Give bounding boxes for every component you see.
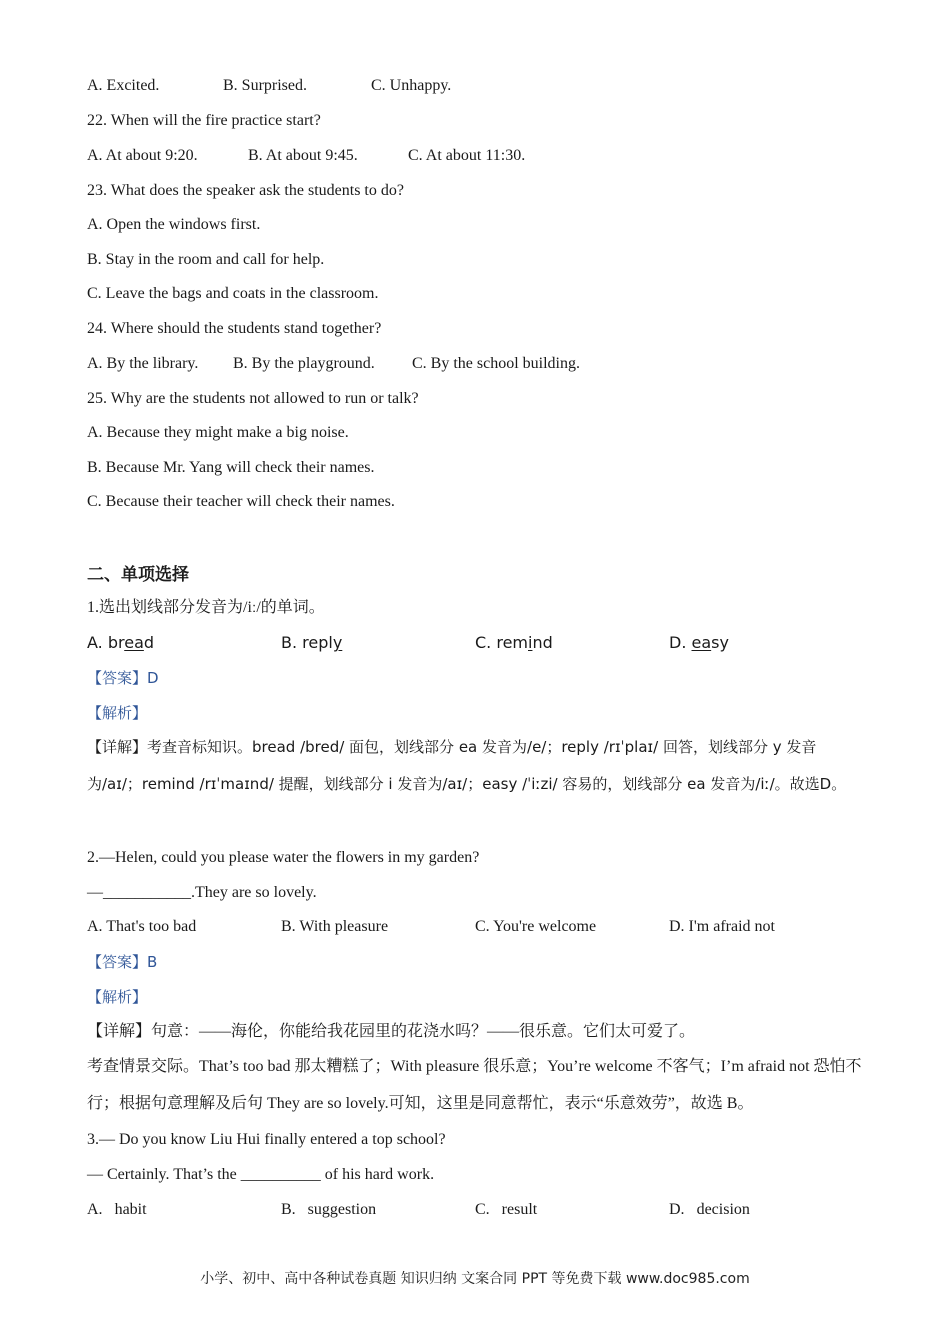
q24-option-c: C. By the school building.	[412, 355, 580, 372]
question-25: 25. Why are the students not allowed to run or talk?	[87, 390, 419, 407]
q2-option-c: C. You're welcome	[475, 918, 597, 935]
q1-option-a: A. bread	[87, 633, 155, 652]
q3-stem: 3.— Do you know Liu Hui finally entered a top school?	[87, 1131, 446, 1148]
q24-option-a: A. By the library.	[87, 355, 199, 372]
q2-answer: 【答案】B	[87, 953, 158, 971]
page-footer: 小学、初中、高中各种试卷真题 知识归纳 文案合同 PPT 等免费下载 www.doc985.com	[200, 1271, 750, 1287]
q25-option-b: B. Because Mr. Yang will check their names.	[87, 459, 375, 476]
q1-analysis-label: 【解析】	[87, 704, 148, 722]
q3-stem-reply: — Certainly. That’s the __________ of his hard work.	[87, 1166, 435, 1183]
q2-detail-explanation: 考查情景交际。That’s too bad 那太糟糕了；With pleasure 很乐意；You’re welcome 不客气；I’m afraid not 恐怕不行；根据句意理解及后句 They are so lovely.可知，这里是同意帮忙，表示“乐意效劳”，故选 B。	[87, 1058, 862, 1112]
q21-option-a: A. Excited.	[87, 77, 160, 94]
q25-option-a: A. Because they might make a big noise.	[87, 424, 349, 441]
q22-option-b: B. At about 9:45.	[248, 147, 358, 164]
q25-option-c: C. Because their teacher will check their names.	[87, 493, 395, 510]
q2-option-a: A. That's too bad	[87, 918, 197, 935]
q22-option-c: C. At about 11:30.	[408, 147, 526, 164]
q1-stem: 1.选出划线部分发音为/iː/的单词。	[87, 599, 325, 616]
q1-option-c: C. remind	[475, 633, 553, 652]
q2-stem-reply: —___________.They are so lovely.	[87, 884, 317, 901]
q2-analysis-label: 【解析】	[87, 988, 148, 1006]
q23-option-c: C. Leave the bags and coats in the classroom.	[87, 285, 379, 302]
question-22: 22. When will the fire practice start?	[87, 112, 321, 129]
q2-option-b: B. With pleasure	[281, 918, 389, 935]
q21-option-b: B. Surprised.	[223, 77, 307, 94]
q23-option-b: B. Stay in the room and call for help.	[87, 251, 325, 268]
q3-option-d: D. decision	[669, 1201, 750, 1218]
q21-option-c: C. Unhappy.	[371, 77, 452, 94]
q23-option-a: A. Open the windows first.	[87, 216, 261, 233]
q2-detail-translation: 【详解】句意：——海伦，你能给我花园里的花浇水吗？——很乐意。它们太可爱了。	[87, 1023, 696, 1040]
q2-stem: 2.—Helen, could you please water the flowers in my garden?	[87, 849, 480, 866]
q3-option-c: C. result	[475, 1201, 538, 1218]
question-24: 24. Where should the students stand together?	[87, 320, 382, 337]
question-23: 23. What does the speaker ask the students to do?	[87, 182, 404, 199]
q24-option-b: B. By the playground.	[233, 355, 375, 372]
q1-detail: 【详解】考查音标知识。bread /bred/ 面包，划线部分 ea 发音为/e/；reply /rɪˈplaɪ/ 回答，划线部分 y 发音为/aɪ/；remind /rɪˈmaɪnd/ 提醒，划线部分 i 发音为/aɪ/；easy /ˈiːzi/ 容易的，划线部分 ea 发音为/iː/。故选D。	[87, 738, 847, 793]
q3-option-b: B. suggestion	[281, 1201, 377, 1218]
q2-option-d: D. I'm afraid not	[669, 918, 775, 935]
q3-option-a: A. habit	[87, 1201, 147, 1218]
q22-option-a: A. At about 9:20.	[87, 147, 198, 164]
q1-option-d: D. easy	[669, 633, 729, 652]
section-heading: 二、单项选择	[87, 565, 189, 585]
q1-option-b: B. reply	[281, 633, 343, 652]
q1-answer: 【答案】D	[87, 669, 159, 687]
